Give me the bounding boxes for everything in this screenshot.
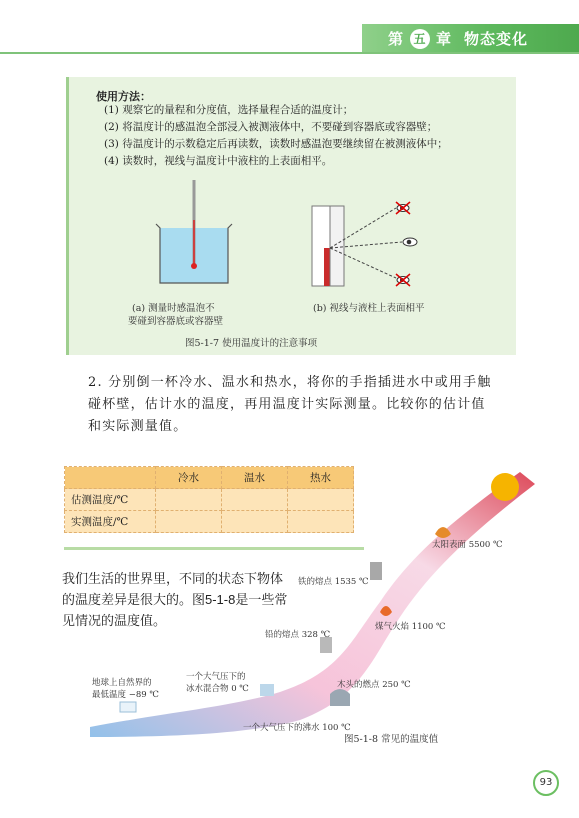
- label-wood: 木头的燃点 250 ℃: [337, 680, 411, 690]
- figure-caption-5-1-8: 图5-1-8 常见的温度值: [344, 734, 439, 745]
- table-header-cell: 冷水: [156, 467, 222, 489]
- iron-icon: [370, 562, 382, 580]
- caption-a-line2: 要碰到容器底或容器壁: [128, 316, 224, 327]
- table-header-row: [65, 467, 354, 489]
- table-cell[interactable]: [288, 511, 354, 533]
- table-cell[interactable]: [156, 511, 222, 533]
- eye-icon-wrong-high: [396, 202, 410, 214]
- usage-item-2: (2) 将温度计的感温泡全部浸入被测液体中，不要碰到容器底或容器壁；: [104, 121, 438, 133]
- label-coldest-line2: 最低温度 −89 ℃: [92, 690, 159, 700]
- page-number: 93: [533, 770, 559, 796]
- usage-heading: 使用方法：: [96, 90, 151, 103]
- row-label: 实测温度/℃: [65, 511, 156, 533]
- usage-item-3: (3) 待温度计的示数稳定后再读数，读数时感温泡要继续留在被测液体中；: [104, 138, 448, 150]
- label-lead: 铅的熔点 328 ℃: [265, 630, 331, 640]
- chapter-prefix: 第: [388, 30, 405, 48]
- body-paragraph: 我们生活的世界里，不同的状态下物体的温度差异是很大的。图5-1-8是一些常见情况的温度值。: [62, 571, 288, 628]
- table-cell[interactable]: [156, 489, 222, 511]
- header-divider: [0, 52, 579, 54]
- chapter-suffix: 章: [436, 30, 453, 48]
- sun-icon: [491, 473, 519, 501]
- label-sun: 太阳表面 5500 ℃: [432, 540, 503, 550]
- table-cell[interactable]: [222, 489, 288, 511]
- thermometer-scale: [330, 206, 344, 286]
- eye-icon-correct: [403, 238, 417, 246]
- row-label: 估测温度/℃: [65, 489, 156, 511]
- table-row: [65, 489, 354, 511]
- chapter-title: [388, 28, 528, 49]
- caption-a-line1: (a) 测量时感温泡不: [132, 303, 215, 314]
- ice-icon: [120, 702, 136, 712]
- table-cell[interactable]: [222, 511, 288, 533]
- sightline-illustration: [310, 200, 430, 290]
- chapter-name: 物态变化: [464, 30, 529, 48]
- eye-icon-wrong-low: [396, 274, 410, 286]
- caption-b: (b) 视线与液柱上表面相平: [313, 303, 425, 314]
- temperature-table: [64, 466, 354, 533]
- table-header-cell: 温水: [222, 467, 288, 489]
- chapter-number-badge: 五: [410, 29, 430, 49]
- table-divider: [64, 547, 364, 550]
- thermometer-bulb: [191, 263, 197, 269]
- beaker-thermometer-illustration: [150, 180, 240, 290]
- table-header-cell: [65, 467, 156, 489]
- label-gas-flame: 煤气火焰 1100 ℃: [375, 622, 446, 632]
- figure-caption-5-1-7: 图5-1-7 使用温度计的注意事项: [185, 338, 318, 349]
- liquid-column: [324, 248, 330, 286]
- label-iron: 铁的熔点 1535 ℃: [298, 577, 369, 587]
- table-header-cell: 热水: [288, 467, 354, 489]
- label-ice-line1: 一个大气压下的: [186, 672, 246, 682]
- usage-item-1: (1) 观察它的量程和分度值，选择量程合适的温度计；: [104, 104, 354, 116]
- ice-water-icon: [260, 684, 274, 696]
- label-boiling: 一个大气压下的沸水 100 ℃: [243, 723, 351, 733]
- kettle-icon: [330, 689, 350, 706]
- table-cell[interactable]: [288, 489, 354, 511]
- table-row: [65, 511, 354, 533]
- exercise-paragraph: 2. 分别倒一杯冷水、温水和热水，将你的手指插进水中或用手触碰杯壁，估计水的温度，再用温度计实际测量。比较你的估计值和实际测量值。: [88, 375, 492, 434]
- usage-item-4: (4) 读数时，视线与温度计中液柱的上表面相平。: [104, 155, 333, 167]
- label-coldest-line1: 地球上自然界的: [92, 678, 152, 688]
- label-ice-line2: 冰水混合物 0 ℃: [186, 684, 249, 694]
